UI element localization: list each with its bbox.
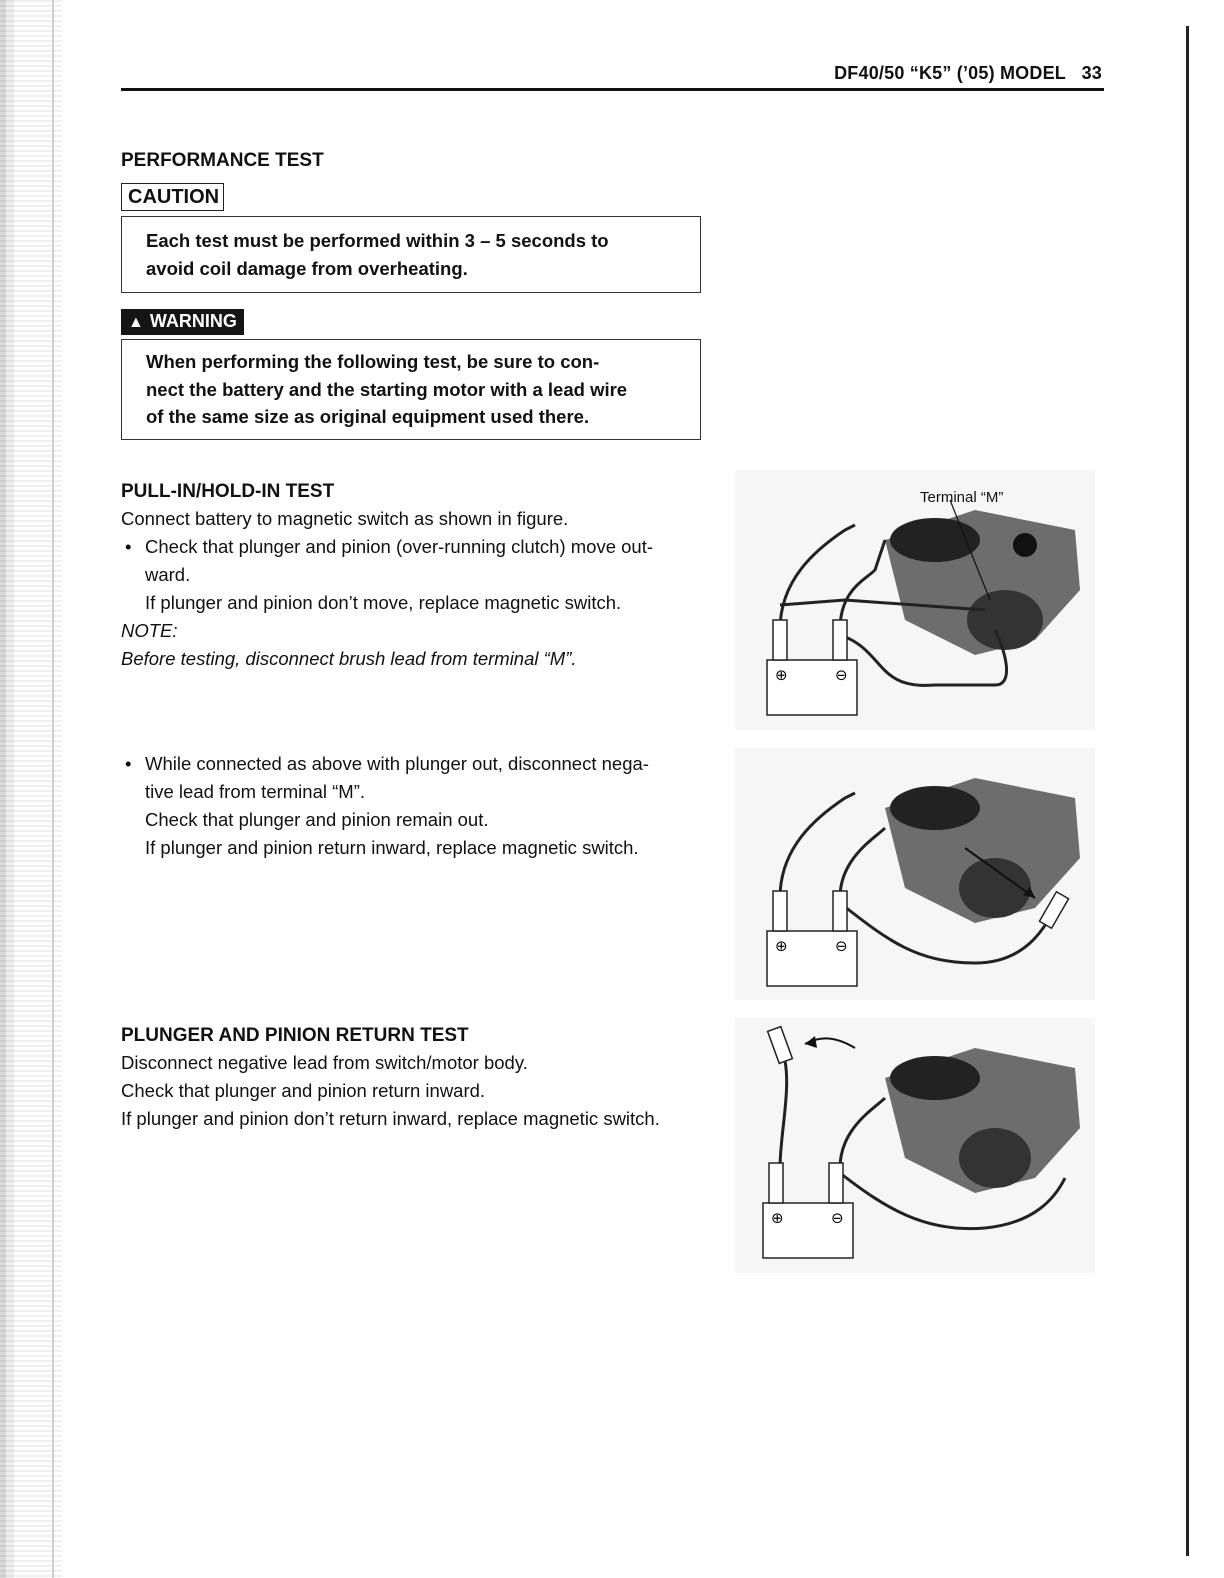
header-rule [121,88,1104,91]
terminal-m-callout: Terminal “M” [920,489,1004,506]
warning-text-line: When performing the following test, be sure to con- [146,351,600,372]
bullet-line: If plunger and pinion don’t move, replace magnetic switch. [145,592,622,613]
figure-pull-in-test [735,470,1095,730]
warning-label-text: WARNING [149,311,237,331]
return-test-body [121,1049,703,1133]
magnetic-switch [890,786,980,830]
bullet-line: tive lead from terminal “M”. [145,781,365,802]
hold-in-bullet [121,750,711,862]
caution-text-line: avoid coil damage from overheating. [146,257,468,279]
return-test-heading: PLUNGER AND PINION RETURN TEST [121,1025,469,1046]
warning-text-line: of the same size as original equipment used there. [146,406,590,427]
page-number: 33 [1081,63,1102,83]
bullet-dot: • [125,536,132,557]
scan-binding-line [52,0,54,1578]
battery-minus-symbol: ⊖ [835,666,848,684]
figure-hold-in-test [735,748,1095,1000]
bullet-line: While connected as above with plunger out, disconnect nega- [145,753,649,774]
pinion-housing [967,590,1043,650]
figure-return-test [735,1018,1095,1273]
pull-in-bullet [121,533,711,617]
battery-plus-symbol: ⊕ [775,666,788,684]
bullet-line: Check that plunger and pinion (over-running clutch) move out- [145,536,654,557]
magnetic-switch [890,1056,980,1100]
hold-in-bullet-body [121,750,711,862]
bullet-line: Check that plunger and pinion remain out. [145,809,489,830]
warning-box [121,339,701,440]
bullet-line: If plunger and pinion return inward, replace magnetic switch. [145,837,639,858]
scan-right-edge [1186,26,1189,1556]
battery-clip [833,891,847,931]
pull-in-test-body [121,505,711,673]
battery-clip [773,620,787,660]
battery-clip [829,1163,843,1203]
battery-plus-symbol: ⊕ [771,1209,784,1227]
battery-minus-symbol: ⊖ [831,1209,844,1227]
pinion-housing [959,1128,1031,1188]
page-header [834,63,1102,84]
warning-text-line: nect the battery and the starting motor with a lead wire [146,378,628,400]
note-label: NOTE: [121,620,178,641]
caution-text-line: Each test must be performed within 3 – 5 seconds to [146,230,609,251]
pull-in-intro: Connect battery to magnetic switch as shown in figure. [121,508,569,529]
terminal-post [1013,533,1037,557]
bullet-line: ward. [145,564,191,585]
warning-triangle-icon: ▲ [128,314,144,331]
battery-clip [773,891,787,931]
caution-box [121,216,701,293]
bullet-dot: • [125,753,132,774]
pull-in-test-heading: PULL-IN/HOLD-IN TEST [121,481,335,502]
return-line: Check that plunger and pinion return inward. [121,1080,486,1101]
return-line: Disconnect negative lead from switch/motor body. [121,1052,528,1073]
return-line: If plunger and pinion don’t return inward, replace magnetic switch. [121,1108,660,1129]
warning-label [121,309,244,335]
note-text: Before testing, disconnect brush lead from terminal “M”. [121,648,577,669]
battery-clip [833,620,847,660]
model-title: DF40/50 “K5” (’05) MODEL [834,63,1066,83]
performance-test-heading: PERFORMANCE TEST [121,150,324,171]
battery-plus-symbol: ⊕ [775,937,788,955]
battery-minus-symbol: ⊖ [835,937,848,955]
battery-clip [769,1163,783,1203]
caution-label: CAUTION [121,183,224,211]
